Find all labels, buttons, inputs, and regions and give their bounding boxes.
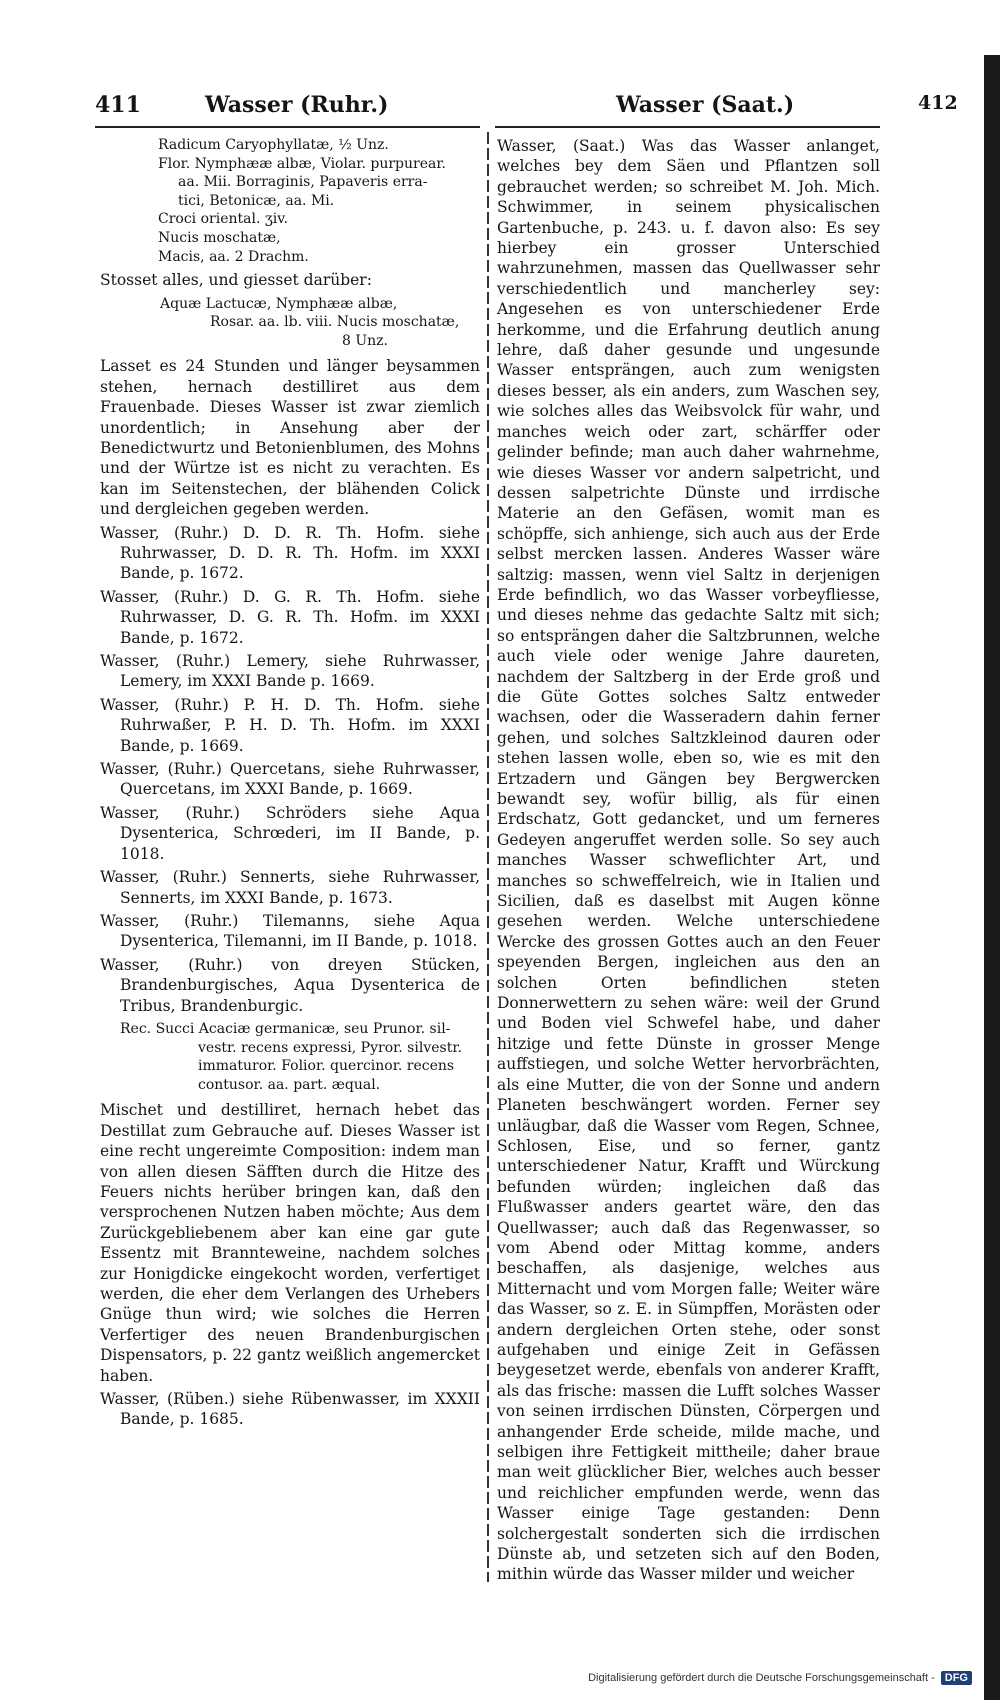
recipe-bottom <box>100 1020 480 1094</box>
recipe-line: Rosar. aa. lb. viii. Nucis moschatæ, <box>210 314 460 331</box>
right-column <box>497 136 880 1588</box>
recipe-line: contusor. aa. part. æqual. <box>198 1076 381 1093</box>
recipe-line: tici, Betonicæ, aa. Mi. <box>178 192 335 209</box>
right-page-number: 412 <box>918 92 958 114</box>
recipe-mid <box>100 295 480 351</box>
recipe-line: Rec. Succi Acaciæ germanicæ, seu Prunor. sil- <box>120 1020 451 1037</box>
recipe-line: Croci oriental. ʒiv. <box>158 211 288 228</box>
recipe-line: vestr. recens expressi, Pyror. silvestr. <box>198 1039 462 1056</box>
dictionary-entry: Wasser, (Ruhr.) Sennerts, siehe Ruhrwasser, Sennerts, im XXXI Bande, p. 1673. <box>100 868 480 907</box>
dictionary-entry: Wasser, (Ruhr.) Quercetans, siehe Ruhrwasser, Quercetans, im XXXI Bande, p. 1669. <box>100 760 480 799</box>
recipe-line: aa. Mii. Borraginis, Papaveris erra- <box>178 174 428 191</box>
left-page-number: 411 <box>95 92 141 118</box>
article-text: Wasser, (Saat.) Was das Wasser anlanget, welches bey dem Säen und Pflantzen soll gebrauchet werden; so schreibet M. Joh. Mich. Schwimmer, in seinem physicalischen Gartenbuche, p. 243. u. f. davon also: Es sey hierbey ein grosser Unterschied wahrzunehmen, massen das Quellwasser sehr verschiedentlich und mancherley sey: Angesehen es von unterschiedener Erde herkomme, und die Erfahrung deutlich anung lehre, daß daher gesunde und ungesunde Wasser entsprängen, auch zum wenigsten dieses besser, als ein anders, zum Waschen sey, wie solches alles das Weibsvolck für wahr, und manches weich oder zart, schärffer oder gelinder befinde; man auch daher wahrnehme, wie dieses Wasser vor andern salpetricht, und dessen salpetrichte Dünste und irrdische Materie an den Gefäsen, womit man es schöpffe, sich anhienge, sich auch aus der Erde selbst mercken lassen. Anderes Wasser wäre saltzig: massen, wenn viel Saltz in derjenigen Erde befindlich, wo das Wasser vorbeyfliesse, und dieses nehme das gedachte Saltz mit sich; so entsprängen daher die Saltzbrunnen, welche auch viele oder wenige Jahre daureten, nachdem der Saltzberg in der Erde groß und die Güte Gottes solches Saltz entweder wachsen, oder die Wasseradern dahin ferner gehen, und solches Saltzkleinod dauren oder stehen lassen wolle, eben so, wie es mit den Ertzadern und Gängen bey Bergwercken bewandt sey, wofür billig, als für einen Erdschatz, Gott gedancket, und um ferneres Gedeyen angeruffet werden solle. So sey auch manches Wasser schweflichter Art, und manches so schweffelreich, wie in Italien und Sicilien, daß es daselbst mit Augen könne gesehen werden. Welche unterschiedene Wercke des grossen Gottes auch an den Feuer speyenden Bergen, ingleichen aus den an solchen Orten befindlichen steten Donnerwettern zu sehen wäre: weil der Grund und Boden viel Schwefel habe, und daher hitzige und fette Dünste in grosser Menge auffstiegen, und solche Wetter hervorbrächten, als eine Mutter, die von der Sonne und andern Planeten beschwängert worden. Ferner sey unläugbar, daß die Wasser vom Regen, Schnee, Schlosen, Eise, und so ferner, gantz unterschiedener Natur, Krafft und Würckung befunden würden; ingleichen daß das Flußwasser anders geartet wäre, den das Quellwasser; auch daß das Regenwasser, so vom Abend oder Mittag komme, anders beschaffen, als dasjenige, welches aus Mitternacht und vom Morgen falle; Weiter wäre das Wasser, so z. E. in Sümpffen, Morästen oder andern dergleichen Orten stehe, oder sonst aufgehaben und einige Zeit in Gefässen beygesetzet werde, ebenfals von anderer Krafft, als das frische: massen die Lufft solches Wasser von seinen irrdischen Dünsten, Cörpergen und anhangender Erde scheide, milde mache, und selbigen ihre Fettigkeit mittheile; daher braue man weit glücklicher Bier, welches auch besser und reichlicher empfunden werde, wenn das Wasser einige Tage gestanden: Denn solchergestalt sonderten sich die irrdischen Dünste ab, und setzeten sich auf den Boden, mithin würde das Wasser milder und weicher <box>497 137 880 1584</box>
paragraph: Lasset es 24 Stunden und länger beysammen stehen, hernach destilliret aus dem Frauenbade. Dieses Wasser ist zwar ziemlich unordentlich; in Ansehung aber der Benedictwurtz und Betonienblumen, des Mohns und der Würtze ist es nicht zu verachten. Es kan im Seitenstechen, der blähenden Colick und dergleichen gegeben werden. <box>100 357 480 519</box>
credit-text: Digitalisierung gefördert durch die Deutsche Forschungsgemeinschaft - <box>588 1672 935 1684</box>
right-running-title: Wasser (Saat.) <box>616 92 795 118</box>
left-column <box>100 136 480 1433</box>
column-divider <box>487 132 489 1582</box>
dictionary-entry: Wasser, (Rüben.) siehe Rübenwasser, im XXXII Bande, p. 1685. <box>100 1390 480 1429</box>
recipe-line: Macis, aa. 2 Drachm. <box>158 248 309 265</box>
dictionary-entry: Wasser, (Ruhr.) Schröders siehe Aqua Dysenterica, Schrœderi, im II Bande, p. 1018. <box>100 803 480 863</box>
dictionary-entry: Wasser, (Ruhr.) Lemery, siehe Ruhrwasser, Lemery, im XXXI Bande p. 1669. <box>100 652 480 691</box>
digitization-credit <box>588 1671 972 1685</box>
dictionary-entry: Wasser, (Ruhr.) von dreyen Stücken, Brandenburgisches, Aqua Dysenterica de Tribus, Brandenburgic. <box>100 955 480 1015</box>
header-rule-left <box>95 126 480 128</box>
recipe-line: Flor. Nymphææ albæ, Violar. purpurear. <box>158 155 446 172</box>
recipe-line: Aquæ Lactucæ, Nymphææ albæ, <box>160 295 398 312</box>
dictionary-entry: Wasser, (Ruhr.) P. H. D. Th. Hofm. siehe Ruhrwaßer, P. H. D. Th. Hofm. im XXXI Bande, p. 1669. <box>100 695 480 755</box>
dictionary-entry: Wasser, (Ruhr.) Tilemanns, siehe Aqua Dysenterica, Tilemanni, im II Bande, p. 1018. <box>100 911 480 951</box>
recipe-top <box>100 136 480 266</box>
header-rule-right <box>495 126 880 128</box>
paragraph: Mischet und destilliret, hernach hebet das Destillat zum Gebrauche auf. Dieses Wasser ist eine recht ungereimte Composition: indem man von allen diesen Säfften durch die Hitze des Feuers nichts herüber bringen kan, daß den versprochenen Nutzen haben möchte; Aus dem Zurückgebliebenem aber kan eine gar gute Essentz mit Brannteweine, nachdem solches zur Honigdicke eingekocht worden, verfertiget werden, die eher dem Verlangen des Urhebers Gnüge thun wird; wie solches die Herren Verfertiger des neuen Brandenburgischen Dispensators, p. 22 gantz weißlich angemercket haben. <box>100 1101 480 1385</box>
left-running-title: Wasser (Ruhr.) <box>205 92 389 118</box>
recipe-line: Radicum Caryophyllatæ, ½ Unz. <box>158 137 389 153</box>
dfg-logo-icon: DFG <box>941 1671 972 1685</box>
recipe-line: 8 Unz. <box>342 332 388 349</box>
recipe-line: Nucis moschatæ, <box>158 229 281 246</box>
instruction-text: Stosset alles, und giesset darüber: <box>100 271 372 290</box>
recipe-line: immaturor. Folior. quercinor. recens <box>198 1058 455 1075</box>
scan-edge-bar <box>984 55 1000 1700</box>
dictionary-entry: Wasser, (Ruhr.) D. D. R. Th. Hofm. siehe Ruhrwasser, D. D. R. Th. Hofm. im XXXI Bande, p. 1672. <box>100 523 480 583</box>
dictionary-entry: Wasser, (Ruhr.) D. G. R. Th. Hofm. siehe Ruhrwasser, D. G. R. Th. Hofm. im XXXI Bande, p. 1672. <box>100 587 480 647</box>
